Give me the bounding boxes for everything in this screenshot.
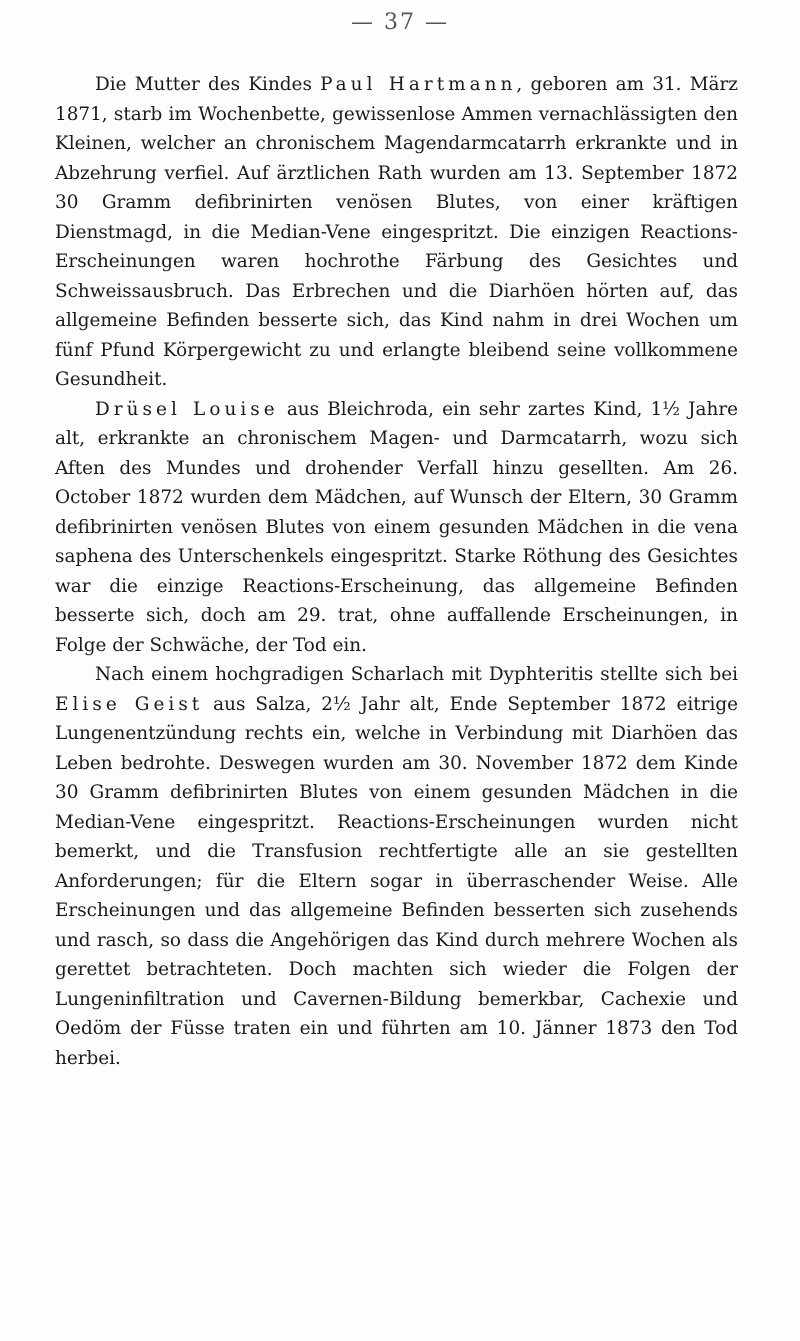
text-segment: , geboren am 31. März 1871, starb im Wochenbette, gewissenlose Ammen vernachlässigten den Kleinen, welcher an chronischem Magendarmcatarrh erkrankte und in Abzehrung verfiel. Auf ärztlichen Rath wurden am 13. September 1872 30 Gramm defibrinirten venösen Blutes, von einer kräftigen Dienstmagd, in die Median-Vene eingespritzt. Die einzigen Reactions-Erscheinungen waren hochrothe Färbung des Gesichtes und Schweissausbruch. Das Erbrechen und die Diarhöen hörten auf, das allgemeine Befinden besserte sich, das Kind nahm in drei Wochen um fünf Pfund Körpergewicht zu und erlangte bleibend seine vollkommene Gesundheit. [55,74,738,390]
text-segment: aus Bleichroda, ein sehr zartes Kind, 1½ Jahre alt, erkrankte an chronischem Magen- und Darmcatarrh, wozu sich Aften des Mundes und drohender Verfall hinzu gesellten. Am 26. October 1872 wurden dem Mädchen, auf Wunsch der Eltern, 30 Gramm defibrinirten venösen Blutes von einem gesunden Mädchen in die vena saphena des Unterschenkels eingespritzt. Starke Röthung des Gesichtes war die einzige Reactions-Erscheinung, das allgemeine Befinden besserte sich, doch am 29. trat, ohne auffallende Erscheinungen, in Folge der Schwäche, der Tod ein. [55,398,738,656]
patient-name-paul-hartmann: Paul Hartmann [320,74,517,95]
paragraph-paul-hartmann [55,70,738,395]
body-text [55,70,738,1073]
text-segment: Nach einem hochgradigen Scharlach mit Dyphteritis stellte sich bei [95,664,738,685]
paragraph-druesel-louise [55,395,738,661]
page-number: — 37 — [351,10,449,35]
patient-name-druesel-louise: Drüsel Louise [95,398,279,420]
text-segment: aus Salza, 2½ Jahr alt, Ende September 1872 eitrige Lungenentzündung rechts ein, welche in Verbindung mit Diarhöen das Leben bedrohte. Deswegen wurden am 30. November 1872 dem Kinde 30 Gramm defibrinirten Blutes von einem gesunden Mädchen in die Median-Vene eingespritzt. Reactions-Erscheinungen wurden nicht bemerkt, und die Transfusion rechtfertigte alle an sie gestellten Anforderungen; für die Eltern sogar in überraschender Weise. Alle Erscheinungen und das allgemeine Befinden besserten sich zusehends und rasch, so dass die Angehörigen das Kind durch mehrere Wochen als gerettet betrachteten. Doch machten sich wieder die Folgen der Lungeninfiltration und Cavernen-Bildung bemerkbar, Cachexie und Oedöm der Füsse traten ein und führten am 10. Jänner 1873 den Tod herbei. [55,693,738,1069]
text-segment: Die Mutter des Kindes [95,74,321,95]
paragraph-elise-geist [55,660,738,1073]
patient-name-elise-geist: Elise Geist [55,693,204,715]
